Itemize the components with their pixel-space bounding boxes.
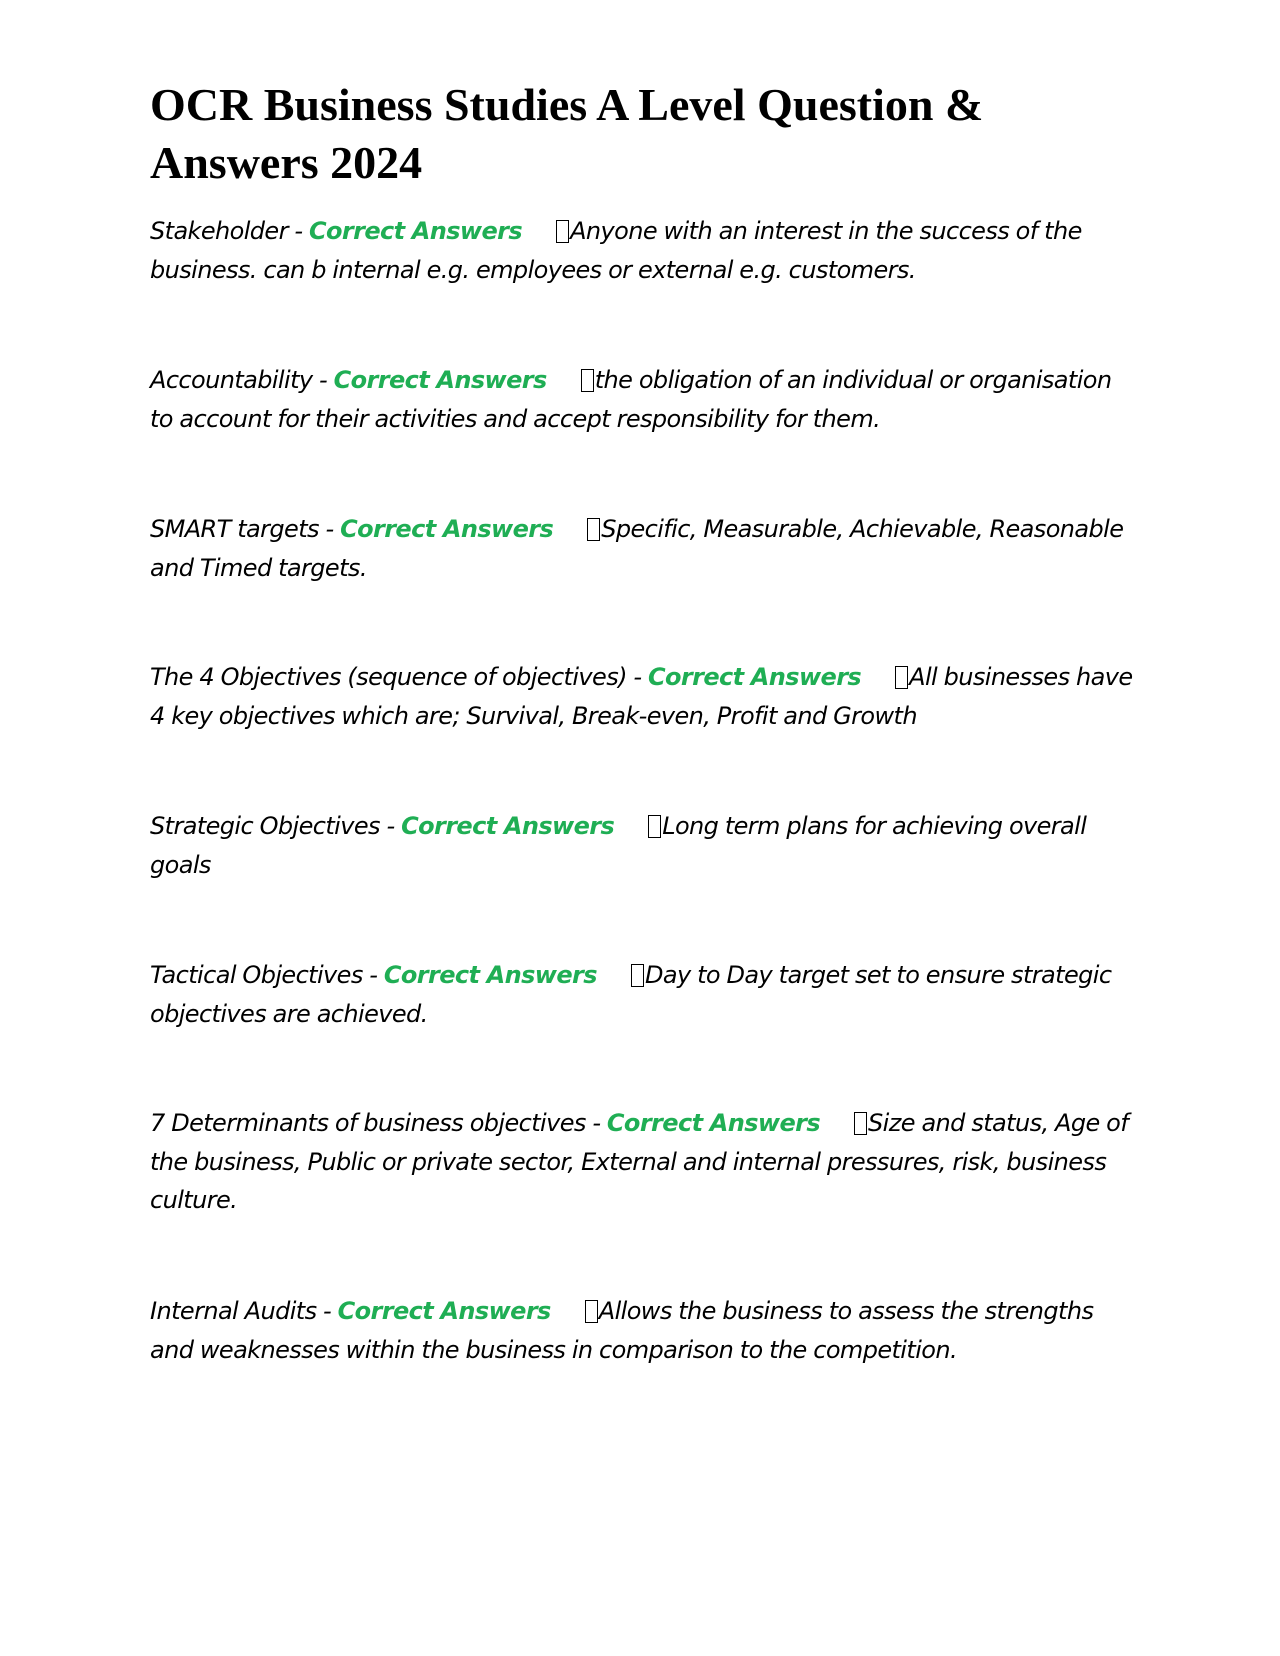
- correct-answers-label: Correct Answers: [648, 663, 862, 691]
- qa-separator: -: [626, 663, 648, 691]
- missing-glyph-box-icon: [587, 518, 600, 541]
- qa-term: Stakeholder: [150, 217, 288, 245]
- qa-item-four-objectives: [150, 658, 1140, 735]
- document-title: OCR Business Studies A Level Question & Answers 2024: [150, 79, 984, 188]
- qa-separator: -: [287, 217, 309, 245]
- qa-term: Strategic Objectives: [150, 812, 380, 840]
- qa-term: 7 Determinants of business objectives: [150, 1109, 586, 1137]
- correct-answers-label: Correct Answers: [606, 1109, 821, 1137]
- qa-definition: Anyone with an interest in the success of the business. can b internal e.g. employees or external e.g. customers.: [150, 217, 1082, 284]
- missing-glyph-box-icon: [648, 815, 661, 838]
- qa-item-determinants: [150, 1104, 1140, 1220]
- qa-item-accountability: [150, 361, 1140, 438]
- qa-item-tactical-objectives: [150, 956, 1140, 1033]
- qa-term: Tactical Objectives: [150, 961, 363, 989]
- correct-answers-label: Correct Answers: [383, 961, 597, 989]
- qa-term: SMART targets: [150, 515, 319, 543]
- missing-glyph-box-icon: [631, 964, 644, 987]
- qa-definition: All businesses have 4 key objectives which are; Survival, Break-even, Profit and Growth: [150, 663, 1133, 730]
- correct-answers-label: Correct Answers: [337, 1297, 551, 1325]
- missing-glyph-box-icon: [895, 666, 908, 689]
- qa-separator: -: [318, 515, 341, 543]
- qa-definition: Allows the business to assess the strengths and weaknesses within the business in comparison to the competition.: [150, 1297, 1094, 1364]
- missing-glyph-box-icon: [581, 369, 594, 392]
- qa-definition: the obligation of an individual or organisation to account for their activities and accept responsibility for them.: [150, 366, 1112, 433]
- qa-definition: Size and status, Age of the business, Public or private sector, External and internal pressures, risk, business culture.: [150, 1109, 1129, 1214]
- qa-term: The 4 Objectives (sequence of objectives): [150, 663, 627, 691]
- correct-answers-label: Correct Answers: [340, 515, 554, 543]
- qa-definition: Day to Day target set to ensure strategic objectives are achieved.: [150, 961, 1112, 1028]
- qa-item-stakeholder: [150, 212, 1140, 289]
- correct-answers-label: Correct Answers: [333, 366, 547, 394]
- qa-item-strategic-objectives: [150, 807, 1140, 884]
- missing-glyph-box-icon: [585, 1300, 598, 1323]
- qa-definition: Specific, Measurable, Achievable, Reasonable and Timed targets.: [150, 515, 1124, 582]
- correct-answers-label: Correct Answers: [401, 812, 615, 840]
- qa-term: Accountability: [150, 366, 313, 394]
- missing-glyph-box-icon: [556, 220, 569, 243]
- missing-glyph-box-icon: [854, 1112, 867, 1135]
- qa-term: Internal Audits: [150, 1297, 317, 1325]
- qa-definition: Long term plans for achieving overall goals: [150, 812, 1087, 879]
- qa-item-internal-audits: [150, 1292, 1140, 1369]
- qa-separator: -: [362, 961, 384, 989]
- qa-item-smart-targets: [150, 510, 1140, 587]
- correct-answers-label: Correct Answers: [308, 217, 523, 245]
- qa-separator: -: [316, 1297, 338, 1325]
- qa-separator: -: [312, 366, 334, 394]
- qa-separator: -: [585, 1109, 607, 1137]
- qa-separator: -: [379, 812, 402, 840]
